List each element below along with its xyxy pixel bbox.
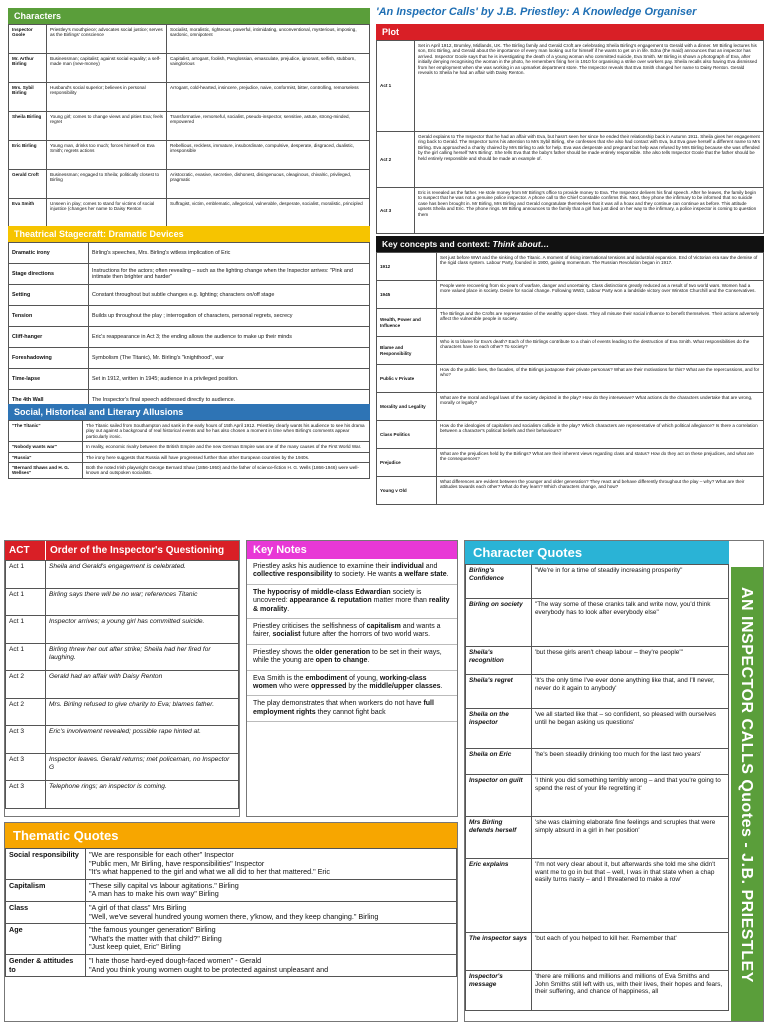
stagecraft-value: Birling's speeches, Mrs. Birling's witless implication of Eric [89,243,370,264]
thematic-quote: "A man has to make his own way" Birling [89,889,219,899]
stagecraft-value: The Inspector's final speech addressed directly to audience. [89,390,370,411]
plot-row [377,41,764,132]
charquotes-row [466,565,729,599]
charquotes-label: Eric explains [466,859,532,933]
characters-label: Eva Smith [9,199,47,228]
charquotes-label: Sheila's regret [466,675,532,709]
concepts-table [376,252,764,505]
concepts-label: Blame and Responsibility [377,337,437,365]
side-title: AN INSPECTOR CALLS Quotes - J.B. PRIESTLEY [738,587,755,983]
order-label: Act 3 [6,753,46,781]
characters-value: Socialist, moralistic, righteous, powerful, intimidating, unconventional, mysterious, imposing, sardonic, omnipotent [167,25,370,54]
concepts-label: Wealth, Power and Influence [377,309,437,337]
thematic-theme: Gender & attitudes to [6,954,86,976]
characters-value: Rebellious, reckless, immature, insubordinate, compulsive, desperate, disgraced, dualistic, irresponsible [167,141,370,170]
characters-row [9,83,370,112]
order-label: Act 1 [6,616,46,644]
plot-value: Eric is revealed as the father. He stole money from Mr Birling's office to provide money to Eva. The Inspector delivers his final speech. After he leaves, the family begin to suspect that he was not a genuine police inspector. A phone call to the Chief Constable confirms this. Next, they phone the infirmary to be informed that no suicide case has been brought in. Mr Birling, Mrs Birling and Gerald congratulate themselves that it was all a hoax and they continue can continue as before. This attitude upsets Sheila and Eric. The phone rings. Mr Birling announces to the family that a girl has just died on her way to the infirmary, a police inspector is coming to question them [415,188,764,234]
thematic-quotes [86,879,457,901]
charquotes-label: Sheila on Eric [466,749,532,775]
plot-label: Act 1 [377,41,415,132]
stagecraft-value: Builds up throughout the play ; interrogation of characters, personal regrets, secrecy [89,306,370,327]
concepts-row [377,281,764,309]
thematic-quotes [86,849,457,880]
characters-row [9,141,370,170]
charquotes-value: 'she was claiming elaborate fine feelings and scruples that were simply absurd in a girl in her position' [532,817,729,859]
characters-row [9,54,370,83]
charquotes-label: Birling on society [466,599,532,647]
order-label: Act 1 [6,588,46,616]
thematic-quote: "We are responsible for each other" Inspector [89,850,234,859]
stagecraft-row [9,348,370,369]
stagecraft-table [8,242,370,411]
allusions-label: "Nobody wants war" [9,442,83,452]
stagecraft-row [9,285,370,306]
thematic-theme: Class [6,901,86,923]
charquotes-row [466,749,729,775]
characters-label: Eric Birling [9,141,47,170]
charquotes-value: 'I think you did something terribly wrong – and that you're going to spend the rest of your life regretting it' [532,775,729,817]
plot-header: Plot [376,24,764,40]
plot-label: Act 3 [377,188,415,234]
order-label: Act 1 [6,561,46,589]
concepts-header [376,236,764,252]
keynote-item: Priestley shows the older generation to be set in their ways, while the young are open to change. [247,645,457,671]
concepts-row [377,365,764,393]
order-row [6,671,239,699]
thematic-quote: "A girl of that class" Mrs Birling [89,902,187,912]
concepts-label: Public v Private [377,365,437,393]
allusions-row [9,452,370,462]
characters-value: Young girl; comes to change views and pities Eva; feels regret [47,112,167,141]
stagecraft-row [9,327,370,348]
order-value: Birling says there will be no war; references Titanic [46,588,239,616]
thematic-quotes [86,901,457,923]
keynote-item: Priestley asks his audience to examine their individual and collective responsibility to society. He wants a welfare state. [247,559,457,585]
stagecraft-section [8,226,370,411]
allusions-table [8,420,370,479]
thematic-quote: "Public men, Mr Birling, have responsibilities" Inspector [89,858,265,868]
stagecraft-label: Dramatic irony [9,243,89,264]
order-value: Mrs. Birling refused to give charity to Eva; blames father. [46,698,239,726]
order-act-label: ACT [9,545,30,556]
charquotes-header: Character Quotes [465,541,729,564]
stagecraft-value: Instructions for the actors; often revealing – such as the lighting change when the Inspector arrives: "Pink and intimate then brighter and harder" [89,264,370,285]
order-value: Birling threw her out after strike; Sheila had her fired for laughing. [46,643,239,671]
order-value: Inspector arrives; a young girl has committed suicide. [46,616,239,644]
plot-section [376,24,764,234]
concepts-value: Who is to blame for Eva's death? Each of the Birlings contribute to a chain of events leading to the destruction of Eva Smith. What responsibilities do the characters have to each other? To society? [437,337,764,365]
keynote-item: The play demonstrates that when workers do not have full employment rights they cannot fight back [247,696,457,722]
charquotes-value: "We're in for a time of steadily increasing prosperity" [532,565,729,599]
concepts-label: Class Politics [377,421,437,449]
allusions-row [9,463,370,479]
stagecraft-header: Theatrical Stagecraft: Dramatic Devices [8,226,370,242]
keynote-item: The hypocrisy of middle-class Edwardian society is uncovered: appearance & reputation matter more than reality & morality. [247,585,457,619]
keynotes-section [246,540,458,817]
concepts-value: How do the ideologies of capitalism and socialism collide in the play? Which characters are representative of which political allegiance? Is there a correlation between a character's political beliefs and their behaviours? [437,421,764,449]
charquotes-row [466,647,729,675]
charquotes-label: Birling's Confidence [466,565,532,599]
order-row [6,561,239,589]
order-value: Gerald had an affair with Daisy Renton [46,671,239,699]
side-title-band [731,567,763,1022]
charquotes-row [466,817,729,859]
charquotes-row [466,775,729,817]
order-row [6,643,239,671]
thematic-row [6,901,457,923]
order-row [6,698,239,726]
charquotes-row [466,709,729,749]
order-value: Telephone rings; an inspector is coming. [46,781,239,809]
characters-label: Gerald Croft [9,170,47,199]
concepts-value: How do the public lives, the facades, of the Birlings juxtapose their private personas? What are their motivations for this? What are the repercussions, and for who? [437,365,764,393]
keynote-item: Eva Smith is the embodiment of young, working-class women who were oppressed by the middle/upper classes. [247,671,457,697]
plot-row [377,188,764,234]
charquotes-row [466,599,729,647]
concepts-row [377,253,764,281]
charquotes-value: "The way some of these cranks talk and write now, you'd think everybody has to look after everybody else" [532,599,729,647]
thematic-theme: Capitalism [6,879,86,901]
charquotes-section [464,540,764,1022]
characters-table [8,24,370,228]
characters-value: Young man, drinks too much; forces himself on Eva Smith; regrets actions [47,141,167,170]
concepts-value: People were recovering from six years of warfare, danger and uncertainty. Class distinctions greatly reduced as a result of two world wars. Women had a more valued place in society. Desire for social change. Following WW2, Labour Party won a landslide victory over Winston Churchill and the Conservatives. [437,281,764,309]
concepts-row [377,449,764,477]
charquotes-row [466,675,729,709]
allusions-value: The Titanic sailed from Southampton and sank in the early hours of 15th April 1912. Priestley clearly wants his audience to see his drama play out against a background of real historical events and he has also chosen a moment in time when Birling's comments appear particularly ironic. [83,421,370,442]
characters-value: Priestley's mouthpiece; advocates social justice; serves as the Birlings' conscience [47,25,167,54]
concepts-label: 1945 [377,281,437,309]
thematic-quote: "These silly capital vs labour agitations." Birling [89,880,239,890]
concepts-header-plain: Key concepts and context: [382,239,493,249]
keynote-item: Priestley criticises the selfishness of capitalism and wants a fairer, socialist future after the horrors of two world wars. [247,619,457,645]
charquotes-row [466,971,729,1011]
characters-value: Transformative, remorseful, socialist, pseudo-inspector, sensitive, astute, strong-minded, empowered [167,112,370,141]
thematic-quote: "the famous younger generation" Birling [89,925,216,935]
characters-value: Unseen in play; comes to stand for victims of social injustice (changes her name to Daisy Renton [47,199,167,228]
order-label: Act 2 [6,698,46,726]
thematic-header: Thematic Quotes [5,823,457,848]
characters-section [8,8,370,228]
stagecraft-value: Constant throughout but subtle changes e.g. lighting; characters on/off stage [89,285,370,306]
charquotes-value: 'It's the only time I've ever done anything like that, and I'll never, never do it again to anybody' [532,675,729,709]
order-title: Order of the Inspector's Questioning [45,541,239,560]
allusions-row [9,421,370,442]
characters-value: Suffragist, victim, emblematic, allegorical, vulnerable, desperate, socialist, moralistic, principled [167,199,370,228]
keynotes-header: Key Notes [247,541,457,559]
charquotes-label: Sheila on the inspector [466,709,532,749]
order-section [4,540,240,817]
stagecraft-row [9,369,370,390]
charquotes-label: Sheila's recognition [466,647,532,675]
characters-row [9,170,370,199]
stagecraft-label: The 4th Wall [9,390,89,411]
plot-label: Act 2 [377,132,415,188]
concepts-label: Young v Old [377,477,437,505]
stagecraft-row [9,306,370,327]
concepts-label: Morality and Legality [377,393,437,421]
concepts-value: Set just before WWI and the sinking of the Titanic. A moment of rising international tensions and industrial expansion. End of Victorian era saw the demise of the rigid class system. Labour Party, founded in 1900, gaining momentum. The Russian Revolution began in 1917. [437,253,764,281]
characters-label: Mrs. Sybil Birling [9,83,47,112]
stagecraft-value: Symbolism (The Titanic), Mr. Birling's "knighthood", war [89,348,370,369]
order-value: Inspector leaves. Gerald returns; met policeman, no Inspector G [46,753,239,781]
thematic-quote: "Well, we've several hundred young women there, y'know, and they keep changing." Birling [89,911,379,921]
concepts-section [376,236,764,505]
order-row [6,781,239,809]
charquotes-value: 'I'm not very clear about it, but afterwards she told me she didn't want me to go in but that – well, I was in that state when a chap easily turns nasty – and I threatened to make a row' [532,859,729,933]
order-row [6,588,239,616]
characters-label: Mr. Arthur Birling [9,54,47,83]
thematic-row [6,879,457,901]
order-row [6,616,239,644]
order-row [6,753,239,781]
concepts-row [377,477,764,505]
charquotes-value: 'but each of you helped to kill her. Remember that' [532,933,729,971]
concepts-row [377,421,764,449]
concepts-value: What are the prejudices held by the Birlings? What are their inherent views regarding class and status? How do they act on these prejudices, and what are the consequences? [437,449,764,477]
characters-header: Characters [8,8,370,24]
characters-value: Husband's social superior; believes in personal responsibility [47,83,167,112]
page-title: 'An Inspector Calls' by J.B. Priestley: A Knowledge Organiser [376,6,697,18]
order-label: Act 1 [6,643,46,671]
concepts-label: Prejudice [377,449,437,477]
stagecraft-label: Setting [9,285,89,306]
thematic-quote: "I hate those hard-eyed dough-faced women" - Gerald [89,955,262,965]
allusions-label: "Bernard Shaws and H. G. Wellses" [9,463,83,479]
thematic-row [6,924,457,955]
charquotes-label: Mrs Birling defends herself [466,817,532,859]
allusions-row [9,442,370,452]
allusions-value: In reality, economic rivalry between the British Empire and the new German Empire was one of the many causes of the First World War. [83,442,370,452]
concepts-value: What differences are evident between the younger and older generation? They react and behave differently throughout the play – why? What are their attitudes towards each other? What do they learn? Which characters change, and how? [437,477,764,505]
allusions-section [8,404,370,479]
order-row [6,726,239,754]
stagecraft-value: Eric's reappearance in Act 3; the ending allows the audience to make up their minds [89,327,370,348]
thematic-quote: "It's what happened to the girl and what we all did to her that mattered." Eric [89,867,331,877]
concepts-value: The Birlings and the Crofts are representative of the wealthy upper-class. They all misuse their social influence to benefit themselves. Their actions adversely affect the vulnerable people in society. [437,309,764,337]
thematic-theme: Social responsibility [6,849,86,880]
concepts-header-italic: Think about… [492,239,550,249]
thematic-table [5,848,457,977]
thematic-quote: "And you think young women ought to be protected against unpleasant and [89,964,329,974]
allusions-label: "The Titanic" [9,421,83,442]
stagecraft-label: Time-lapse [9,369,89,390]
allusions-value: Both the noted Irish playwright George Bernard Shaw (1856-1950) and the father of science-fiction H. G. Wells (1866-1946) were well-known and outspoken socialists. [83,463,370,479]
thematic-quote: "Just keep quiet, Eric" Birling [89,942,181,952]
plot-value: Gerald explains to The Inspector that he had an affair with Eva, but hasn't seen her since he ended their relationship back in Autumn 1911. Sheila gives her engagement ring back to Gerald. The Inspector turns his attention to Mrs Sybil Birling, she confesses that she also had contact with Eva, but Eva gave herself a different name to Mrs Birling. Eva approached a charity chaired by Mrs Birling to ask for help. Eva was desperate and pregnant but help was refused by Mrs Birling because she was offended by the girl calling herself 'Mrs Birling'. She tells Eva that the baby's father should be made entirely responsible. She also tells Inspector Goole that the father should be held entirely responsible and should be made an example of. [415,132,764,188]
thematic-theme: Age [6,924,86,955]
thematic-quotes [86,924,457,955]
charquotes-row [466,933,729,971]
concepts-row [377,393,764,421]
characters-value: Arrogant, cold-hearted, insincere, prejudice, naive, conformist, bitter, controlling, remorseless [167,83,370,112]
characters-row [9,25,370,54]
concepts-value: What are the moral and legal laws of the society depicted in the play? How do they interweave? What actions do the characters undertake that are wrong, morally or legally? [437,393,764,421]
stagecraft-label: Stage directions [9,264,89,285]
allusions-value: The irony here suggests that Russia will have progressed further than other European countries by the 1940s. [83,452,370,462]
allusions-header: Social, Historical and Literary Allusions [8,404,370,420]
stagecraft-value: Set in 1912, written in 1945; audience in a privileged position. [89,369,370,390]
charquotes-value: 'we all started like that – so confident, so pleased with ourselves until he began asking us questions' [532,709,729,749]
keynotes-list [247,559,457,722]
order-table [5,560,239,809]
plot-value: Set in April 1912, Brumley, Midlands, UK. The Birling family and Gerald Croft are celebrating Sheila Birling's engagement to Gerald with a dinner. Mr Birling lectures his son, Eric Birling, and Gerald about the importance of every man looking out for himself if he wants to get on in life. Edna (the maid) announces that an inspector has arrived. Inspector Goole says that he is investigating the death of a young woman who committed suicide, Eva Smith. Mr Birling is shown a photograph of Eva, after initially denying recognising the woman in the photo, he remembers firing her in 1910 for organising a strike over workers pay. Sheila recalls also having Eva dismissed from her employment when she was working in an upmarket department store. The Inspector reveals that Eva Smith changed her name to Daisy Renton. Gerald reveals to Sheila he had an affair with Daisy Renton. [415,41,764,132]
thematic-row [6,954,457,976]
order-header [5,541,239,560]
characters-label: Sheila Birling [9,112,47,141]
characters-value: Businessman; capitalist; against social equality; a self-made man (new-money) [47,54,167,83]
concepts-row [377,337,764,365]
stagecraft-row [9,243,370,264]
allusions-label: "Russia" [9,452,83,462]
characters-value: Aristocratic, evasive, secretive, dishonest, disingenuous, oleaginous, chivalric, privileged, pragmatic [167,170,370,199]
thematic-quotes [86,954,457,976]
thematic-section [4,822,458,1022]
charquotes-label: Inspector's message [466,971,532,1011]
order-value: Eric's involvement revealed; possible rape hinted at. [46,726,239,754]
order-label: Act 2 [6,671,46,699]
charquotes-label: Inspector on guilt [466,775,532,817]
charquotes-row [466,859,729,933]
characters-row [9,112,370,141]
charquotes-table [465,564,729,1011]
characters-label: Inspector Goole [9,25,47,54]
charquotes-value: 'there are millions and millions and millions of Eva Smiths and John Smiths still left with us, with their lives, their hopes and fears, their suffering, and chance of happiness, all [532,971,729,1011]
concepts-row [377,309,764,337]
charquotes-value: 'but these girls aren't cheap labour – they're people'" [532,647,729,675]
charquotes-label: The inspector says [466,933,532,971]
concepts-label: 1912 [377,253,437,281]
characters-row [9,199,370,228]
stagecraft-row [9,264,370,285]
plot-table [376,40,764,234]
stagecraft-label: Cliff-hanger [9,327,89,348]
order-value: Sheila and Gerald's engagement is celebrated. [46,561,239,589]
characters-value: Capitalist, arrogant, foolish, Panglossian, emasculate, prejudice, ignorant, selfish, stubborn, vainglorious [167,54,370,83]
charquotes-value: 'he's been steadily drinking too much for the last two years' [532,749,729,775]
characters-value: Businessman; engaged to Sheila; politically closest to Birling [47,170,167,199]
order-label: Act 3 [6,726,46,754]
stagecraft-label: Tension [9,306,89,327]
order-label: Act 3 [6,781,46,809]
stagecraft-label: Foreshadowing [9,348,89,369]
thematic-row [6,849,457,880]
plot-row [377,132,764,188]
thematic-quote: "What's the matter with that child?" Birling [89,933,222,943]
